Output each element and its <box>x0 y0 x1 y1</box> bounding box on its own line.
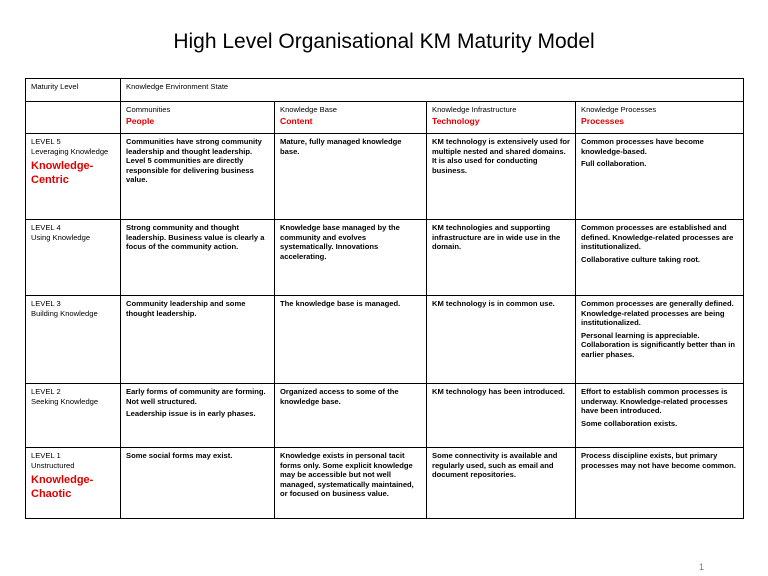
cell-text: Common processes have become knowledge-based. <box>581 137 704 156</box>
cell-text: Effort to establish common processes is underway. Knowledge-related processes have been introduced. <box>581 387 728 416</box>
level-cell <box>26 134 121 220</box>
cell-text: Common processes are established and defined. Knowledge-related processes are institutionalized. <box>581 223 734 252</box>
cell-text: Strong community and thought leadership. Business value is clearly a focus of the community action. <box>126 223 265 252</box>
column-header-knowledge-base <box>275 102 427 134</box>
cell-text: Leadership issue is in early phases. <box>126 409 256 419</box>
cell-text: KM technology is in common use. <box>432 299 555 308</box>
level-number: LEVEL 2 <box>31 387 61 396</box>
communities-cell <box>121 134 275 220</box>
column-name: Knowledge Infrastructure <box>432 105 517 114</box>
cell-text: Organized access to some of the knowledge base. <box>280 387 399 406</box>
table-row <box>26 448 744 519</box>
table-row <box>26 296 744 384</box>
cell-text: Some social forms may exist. <box>126 451 233 460</box>
column-header-knowledge-infrastructure <box>427 102 576 134</box>
level-name: Building Knowledge <box>31 308 98 318</box>
infrastructure-cell <box>427 220 576 296</box>
level-number: LEVEL 1 <box>31 451 61 460</box>
page-number: 1 <box>698 562 704 572</box>
level-number: LEVEL 3 <box>31 299 61 308</box>
infrastructure-cell <box>427 134 576 220</box>
communities-cell <box>121 448 275 519</box>
cell-text: Community leadership and some thought leadership. <box>126 299 246 318</box>
cell-text: Collaborative culture taking root. <box>581 254 700 264</box>
column-header-knowledge-processes <box>576 102 744 134</box>
table-row <box>26 384 744 448</box>
maturity-level-header: Maturity Level <box>26 79 121 102</box>
cell-text: Full collaboration. <box>581 159 647 169</box>
level-name: Leveraging Knowledge <box>31 146 109 156</box>
cell-text: KM technology is extensively used for multiple nested and shared domains. It is also used for conducting business. <box>432 137 570 175</box>
column-sub: Content <box>280 115 313 126</box>
level-name: Unstructured <box>31 460 75 470</box>
processes-cell <box>576 448 744 519</box>
cell-text: KM technologies and supporting infrastructure are in wide use in the domain. <box>432 223 561 252</box>
infrastructure-cell <box>427 296 576 384</box>
table-row <box>26 134 744 220</box>
empty-header-cell <box>26 102 121 134</box>
level-cell <box>26 296 121 384</box>
level-number: LEVEL 4 <box>31 223 61 232</box>
column-sub: People <box>126 115 155 126</box>
column-header-communities <box>121 102 275 134</box>
page-title: High Level Organisational KM Maturity Model <box>173 30 595 53</box>
level-cell <box>26 448 121 519</box>
column-name: Knowledge Processes <box>581 105 657 114</box>
level-cell <box>26 384 121 448</box>
cell-text: Process discipline exists, but primary processes may not have become common. <box>581 451 736 470</box>
column-sub: Technology <box>432 115 480 126</box>
communities-cell <box>121 384 275 448</box>
column-name: Communities <box>126 105 171 114</box>
cell-text: Some connectivity is available and regularly used, such as email and document repositories. <box>432 451 558 480</box>
cell-text: Mature, fully managed knowledge base. <box>280 137 402 156</box>
cell-text: Communities have strong community leadership and thought leadership. Level 5 communities are directly responsible for delivering business value. <box>126 137 262 185</box>
level-cell <box>26 220 121 296</box>
column-name: Knowledge Base <box>280 105 337 114</box>
knowledge-base-cell <box>275 220 427 296</box>
cell-text: Common processes are generally defined. Knowledge-related processes are being institutionalized. <box>581 299 734 328</box>
knowledge-base-cell <box>275 448 427 519</box>
processes-cell <box>576 384 744 448</box>
level-name: Seeking Knowledge <box>31 396 99 406</box>
level-tag: Knowledge-Centric <box>31 160 94 187</box>
cell-text: Knowledge base managed by the community and evolves systematically. Innovations accelerating. <box>280 223 400 261</box>
communities-cell <box>121 220 275 296</box>
maturity-table <box>25 78 744 519</box>
cell-text: Personal learning is appreciable. Collaboration is significantly better than in earlier phases. <box>581 330 735 359</box>
infrastructure-cell <box>427 448 576 519</box>
level-tag: Knowledge-Chaotic <box>31 474 94 501</box>
processes-cell <box>576 134 744 220</box>
cell-text: KM technology has been introduced. <box>432 387 565 396</box>
cell-text: Some collaboration exists. <box>581 418 678 428</box>
level-number: LEVEL 5 <box>31 137 61 146</box>
knowledge-base-cell <box>275 134 427 220</box>
knowledge-base-cell <box>275 296 427 384</box>
cell-text: Early forms of community are forming. Not well structured. <box>126 387 266 406</box>
column-sub: Processes <box>581 115 625 126</box>
communities-cell <box>121 296 275 384</box>
environment-state-header: Knowledge Environment State <box>121 79 744 102</box>
table-row <box>26 220 744 296</box>
cell-text: The knowledge base is managed. <box>280 299 401 308</box>
infrastructure-cell <box>427 384 576 448</box>
knowledge-base-cell <box>275 384 427 448</box>
processes-cell <box>576 220 744 296</box>
processes-cell <box>576 296 744 384</box>
cell-text: Knowledge exists in personal tacit forms only. Some explicit knowledge may be accessible but not well managed, systematically maintained, or focused on business value. <box>280 451 414 499</box>
level-name: Using Knowledge <box>31 232 91 242</box>
